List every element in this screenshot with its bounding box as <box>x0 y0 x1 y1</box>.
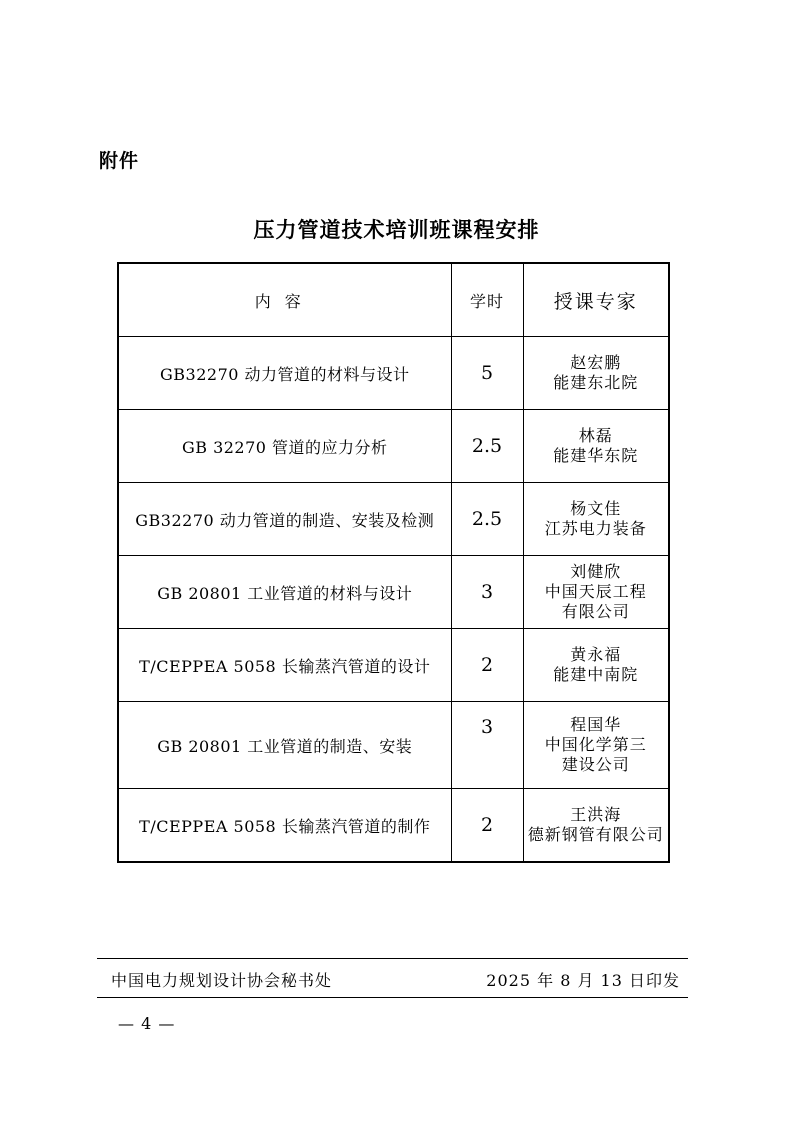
course-content: GB32270 动力管道的材料与设计 <box>118 337 451 410</box>
expert-org: 建设公司 <box>561 755 630 774</box>
course-content: T/CEPPEA 5058 长输蒸汽管道的制作 <box>118 789 451 863</box>
course-content: GB 20801 工业管道的制造、安装 <box>118 702 451 789</box>
expert-org: 有限公司 <box>561 602 630 621</box>
table-row <box>118 483 669 556</box>
expert-org: 能建中南院 <box>553 665 639 684</box>
course-expert <box>523 337 669 410</box>
header-expert: 授课专家 <box>523 263 669 337</box>
footer-issuer: 中国电力规划设计协会秘书处 <box>111 971 333 990</box>
course-content: GB 20801 工业管道的材料与设计 <box>118 556 451 629</box>
expert-name: 王洪海 <box>570 805 622 824</box>
table-row <box>118 556 669 629</box>
expert-name: 赵宏鹏 <box>570 353 622 372</box>
course-content: GB 32270 管道的应力分析 <box>118 410 451 483</box>
expert-org: 江苏电力装备 <box>544 519 647 538</box>
course-content: T/CEPPEA 5058 长输蒸汽管道的设计 <box>118 629 451 702</box>
course-hours: 5 <box>451 337 523 410</box>
course-hours: 2.5 <box>451 410 523 483</box>
expert-org: 能建华东院 <box>553 446 639 465</box>
course-schedule-table <box>117 262 670 863</box>
expert-org: 德新钢管有限公司 <box>527 825 664 844</box>
course-expert <box>523 556 669 629</box>
course-expert <box>523 410 669 483</box>
document-title: 压力管道技术培训班课程安排 <box>253 217 540 242</box>
expert-name: 杨文佳 <box>570 499 622 518</box>
footer-top-rule <box>97 958 688 959</box>
course-content: GB32270 动力管道的制造、安装及检测 <box>118 483 451 556</box>
expert-name: 程国华 <box>570 715 622 734</box>
course-hours: 3 <box>451 702 523 789</box>
course-expert <box>523 789 669 863</box>
course-expert <box>523 629 669 702</box>
expert-name: 黄永福 <box>570 645 622 664</box>
course-expert <box>523 483 669 556</box>
expert-name: 刘健欣 <box>570 562 622 581</box>
table-row <box>118 629 669 702</box>
table-row <box>118 410 669 483</box>
footer-bottom-rule <box>97 997 688 998</box>
expert-name: 林磊 <box>578 426 613 445</box>
attachment-label: 附件 <box>99 150 140 172</box>
header-hours: 学时 <box>451 263 523 337</box>
table-row <box>118 702 669 789</box>
expert-org: 能建东北院 <box>553 373 639 392</box>
header-content: 内容 <box>118 263 451 337</box>
expert-org: 中国天辰工程 <box>544 582 647 601</box>
footer-date: 2025 年 8 月 13 日印发 <box>486 971 680 990</box>
course-hours: 2 <box>451 629 523 702</box>
page-number: — 4 — <box>118 1014 176 1033</box>
course-expert <box>523 702 669 789</box>
table-row <box>118 337 669 410</box>
table-header-row <box>118 263 669 337</box>
expert-org: 中国化学第三 <box>544 735 647 754</box>
course-hours: 3 <box>451 556 523 629</box>
course-hours: 2.5 <box>451 483 523 556</box>
course-hours: 2 <box>451 789 523 863</box>
table-row <box>118 789 669 863</box>
